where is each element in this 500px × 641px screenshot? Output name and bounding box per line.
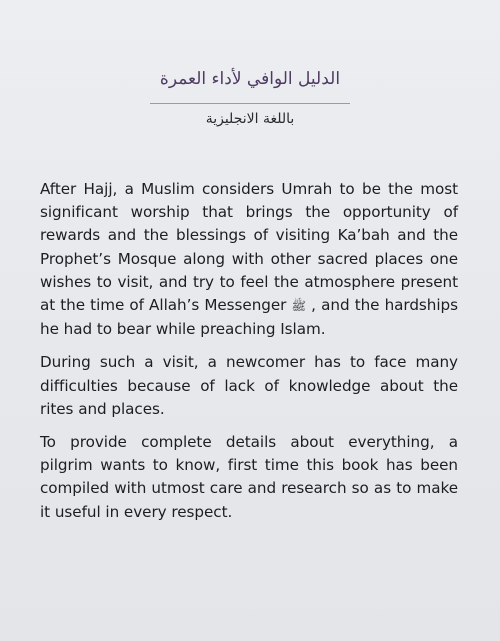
paragraph-1-text-end: , and the hardships he had to bear while preaching Islam. xyxy=(40,296,458,339)
paragraph-1-text: After Hajj, a Muslim considers Umrah to be the most significant worship that brings the opportunity of rewards and the blessings of visiting Ka’bah and the Prophet’s Mosque along with other sacred places one wishes to visit, and try to feel the atmosphere present at the time of Allah’s Messenger xyxy=(40,180,458,315)
paragraph-2: During such a visit, a newcomer has to face many difficulties because of lack of knowledge about the rites and places. xyxy=(40,353,458,418)
title-divider xyxy=(150,103,350,104)
arabic-title: الدليل الوافي لأداء العمرة xyxy=(159,69,341,89)
salutation-glyph: ﷺ xyxy=(291,299,306,314)
arabic-subtitle: باللغة الانجليزية xyxy=(205,111,295,127)
paragraph-1 xyxy=(40,178,458,341)
description-text xyxy=(40,178,458,534)
paragraph-3: To provide complete details about everything, a pilgrim wants to know, first time this book has been compiled with utmost care and research so as to make it useful in every respect. xyxy=(40,433,458,521)
